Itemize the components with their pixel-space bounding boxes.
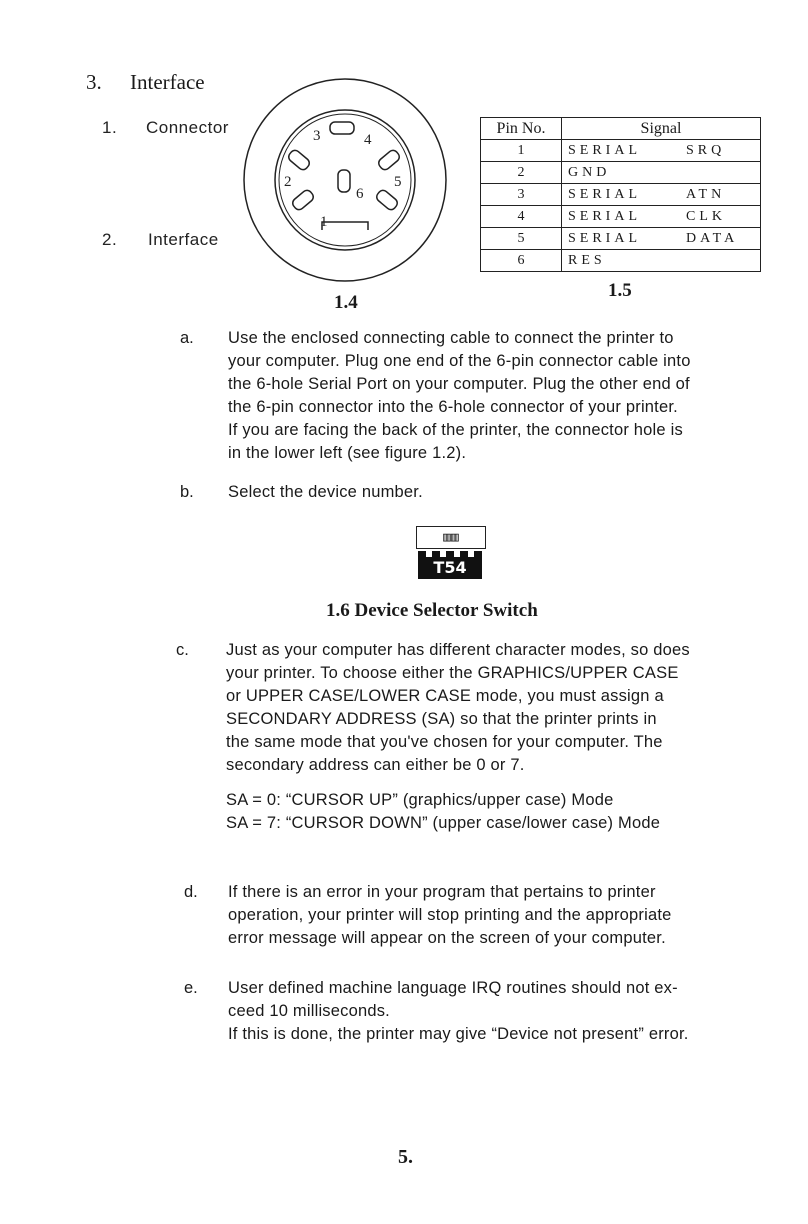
paragraph-line: error message will appear on the screen of your computer. [228,929,666,947]
pin-cell: 4 [481,206,562,228]
paragraph-line: operation, your printer will stop printing and the appropriate [228,906,672,924]
paragraph-line: the 6-hole Serial Port on your computer. Plug the other end of [228,375,690,393]
paragraph-e [228,977,728,1046]
figure-label-1-5: 1.5 [608,280,632,301]
signal-line: ATN [686,186,726,202]
paragraph-line: Just as your computer has different character modes, so does [226,641,690,659]
paragraph-line: in the lower left (see figure 1.2). [228,444,467,462]
pin-socket-center [338,170,350,192]
pin-cell: 6 [481,250,562,272]
signal-cell [562,184,761,206]
table-header-row [481,118,761,140]
sa-modes [226,789,746,835]
paragraph-line: If this is done, the printer may give “Device not present” error. [228,1025,689,1043]
signal-cell [562,206,761,228]
signal-name: SERIAL [568,208,641,224]
table-row [481,184,761,206]
paragraph-d-letter: d. [184,883,198,901]
section-title: Interface [130,70,205,94]
section-number: 3. [86,70,102,94]
pin-label-3: 3 [313,128,321,144]
paragraph-line: ceed 10 milliseconds. [228,1002,390,1020]
pin-socket-6-bottom [375,188,400,211]
connector-key-notch [322,222,368,230]
pin-label-1: 1 [320,214,328,230]
paragraph-line: SECONDARY ADDRESS (SA) so that the printer prints in [226,710,657,728]
device-switch-box [416,526,486,549]
paragraph-c [226,639,726,777]
table-row [481,140,761,162]
pin-signal-table [480,117,761,272]
item-1-label: Connector [146,118,229,137]
table-row [481,228,761,250]
paragraph-d [228,881,728,950]
sa-mode-7: SA = 7: “CURSOR DOWN” (upper case/lower case) Mode [226,814,661,832]
pin-socket-3-4-top [330,122,354,134]
signal-cell [562,162,761,184]
header-pin-no: Pin No. [481,118,562,140]
paragraph-line: your computer. Plug one end of the 6-pin connector cable into [228,352,691,370]
table-row [481,250,761,272]
signal-name: RES [568,252,606,268]
paragraph-line: secondary address can either be 0 or 7. [226,756,525,774]
pin-socket-2-top [287,148,312,171]
pin-cell: 2 [481,162,562,184]
pin-socket-1-bottom [291,188,316,211]
table-row [481,162,761,184]
t54-badge [418,551,482,579]
item-2-number: 2. [102,230,118,249]
signal-name: SERIAL [568,142,641,158]
header-signal: Signal [562,118,761,140]
paragraph-line: the same mode that you've chosen for your computer. The [226,733,663,751]
table-row [481,206,761,228]
signal-line: CLK [686,208,726,224]
pin-cell: 5 [481,228,562,250]
paragraph-e-letter: e. [184,979,198,997]
paragraph-b: Select the device number. [228,483,423,501]
paragraph-a-letter: a. [180,329,194,347]
paragraph-line: or UPPER CASE/LOWER CASE mode, you must assign a [226,687,664,705]
paragraph-line: If there is an error in your program that pertains to printer [228,883,656,901]
paragraph-line: Use the enclosed connecting cable to connect the printer to [228,329,674,347]
pin-cell: 3 [481,184,562,206]
signal-name: GND [568,164,611,180]
din-connector-diagram [240,74,450,286]
pin-label-5: 5 [394,174,402,190]
badge-text: T54 [433,558,467,577]
paragraph-a [228,327,728,465]
signal-cell [562,140,761,162]
signal-name: SERIAL [568,186,641,202]
signal-name: SERIAL [568,230,641,246]
pin-cell: 1 [481,140,562,162]
paragraph-line: User defined machine language IRQ routines should not ex- [228,979,678,997]
signal-cell [562,250,761,272]
item-2-label: Interface [148,230,219,249]
pin-label-6: 6 [356,186,364,202]
sa-mode-0: SA = 0: “CURSOR UP” (graphics/upper case) Mode [226,791,614,809]
signal-cell [562,228,761,250]
paragraph-line: If you are facing the back of the printer, the connector hole is [228,421,683,439]
paragraph-b-letter: b. [180,483,194,501]
signal-line: SRQ [686,142,726,158]
pin-socket-5-top [377,148,402,171]
page-number: 5. [398,1146,413,1168]
item-1-number: 1. [102,118,118,137]
paragraph-c-letter: c. [176,641,189,659]
pin-label-4: 4 [364,132,372,148]
dip-switch-icon: ▥▥ [443,530,459,545]
figure-caption-1-6: 1.6 Device Selector Switch [326,600,538,621]
paragraph-line: your printer. To choose either the GRAPHICS/UPPER CASE [226,664,679,682]
figure-label-1-4: 1.4 [334,292,358,313]
signal-line: DATA [686,230,739,246]
pin-label-2: 2 [284,174,292,190]
paragraph-line: the 6-pin connector into the 6-hole connector of your printer. [228,398,678,416]
